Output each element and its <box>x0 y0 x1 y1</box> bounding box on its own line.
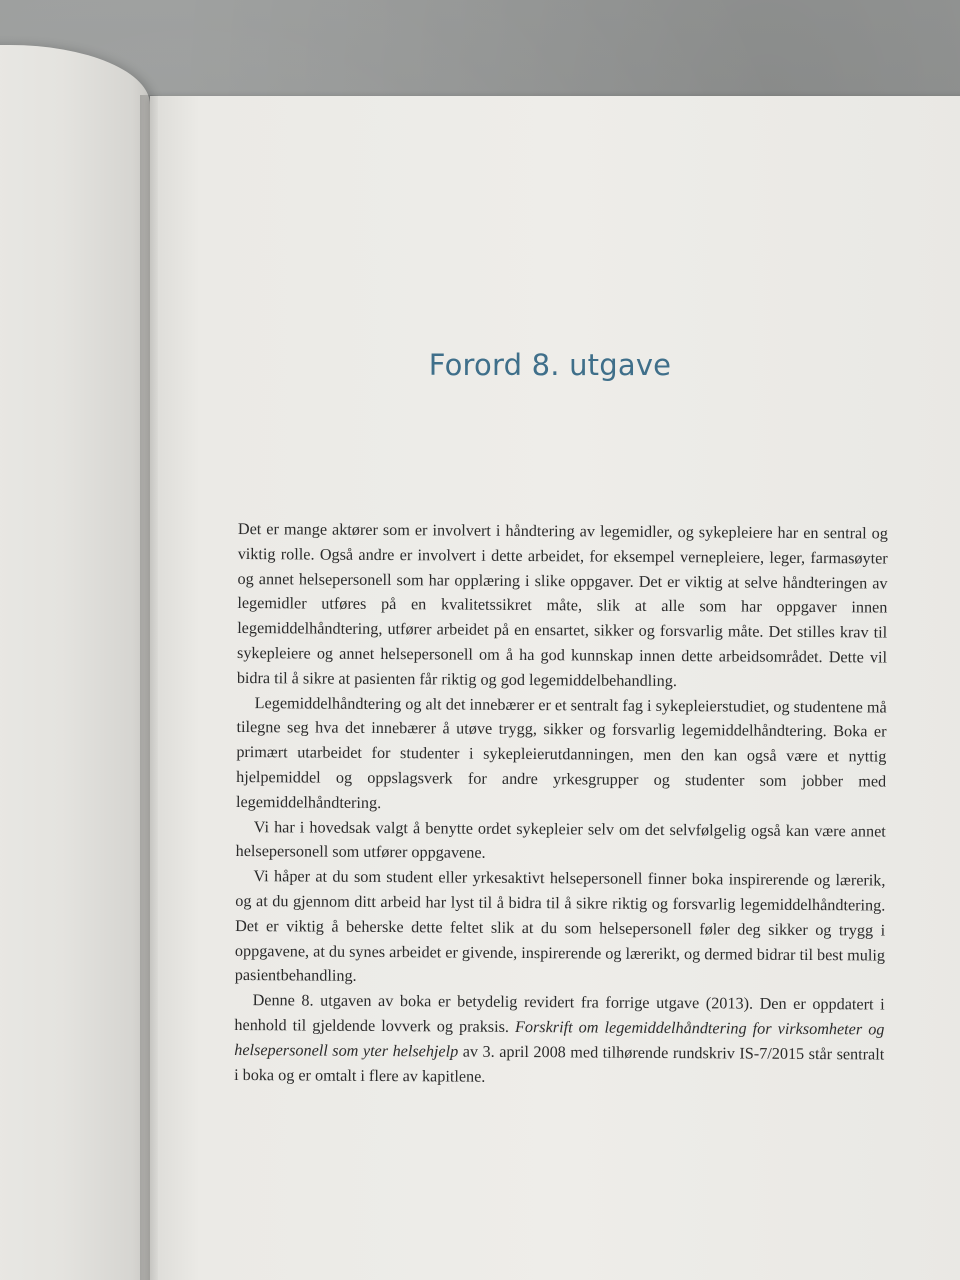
paragraph-5-text-before: Denne 8. utgaven av boka er betydelig revidert fra forrige utgave (2013). Den er oppdatert i henhold til gjeldende lovverk og praksis. <box>234 991 885 1036</box>
regulation-title: Forskrift om legemiddelhåndtering for virksomheter og helsepersonell som yter helsehjelp <box>234 1017 885 1061</box>
paragraph-5-text-after: av 3. april 2008 med tilhørende rundskriv IS-7/2015 står sentralt i boka og er omtalt i flere av kapitlene. <box>234 1042 885 1086</box>
body-text <box>234 517 888 1092</box>
chapter-title: Forord 8. utgave <box>428 348 672 382</box>
left-book-page <box>0 45 150 1280</box>
paragraph-1: Det er mange aktører som er involvert i håndtering av legemidler, og sykepleiere har en sentral og viktig rolle. Også andre er involvert i dette arbeidet, for eksempel vernepleiere, leger, farmasøyter og annet helsepersonell som har opplæring i slike oppgaver. Det er viktig at selve håndteringen av legemidler utføres på en kvalitetssikret måte, slik at alle som har oppgaver innen legemiddelhåndtering, utfører arbeidet på en ensartet, sikker og forsvarlig måte. Det stilles krav til sykepleiere og annet helsepersonell om å ha god kunnskap innen dette arbeidsområdet. Dette vil bidra til å sikre at pasienten får riktig og god legemiddelbehandling. <box>236 519 888 690</box>
paragraph-5 <box>234 988 885 1092</box>
paragraph-2: Legemiddelhåndtering og alt det innebærer er et sentralt fag i sykepleierstudiet, og studentene må tilegne seg hva det innebærer å utøve trygg, sikker og forsvarlig legemiddelhåndtering. Boka er primært utarbeidet for studenter i sykepleierutdanningen, men den kan også være et nyttig hjelpemiddel og oppslagsverk for andre yrkesgrupper og studenter som jobber med legemiddelhåndtering. <box>235 693 887 812</box>
paragraph-4: Vi håper at du som student eller yrkesaktivt helsepersonell finner boka inspirerende og lærerik, og at du gjennom ditt arbeid har lyst til å bidra til å sikre riktig og forsvarlig legemiddelhåndtering. Det er viktig å beherske dette feltet slik at du som helsepersonell føler deg sikker og trygg i oppgavene, at du synes arbeidet er givende, inspirerende og lærerikt, og dermed bidrar til best mulig pasientbehandling. <box>234 867 886 986</box>
paragraph-3: Vi har i hovedsak valgt å benytte ordet sykepleier selv om det selvfølgelig også kan være annet helsepersonell som utfører oppgavene. <box>235 817 886 863</box>
book-gutter-shadow <box>140 95 158 1280</box>
